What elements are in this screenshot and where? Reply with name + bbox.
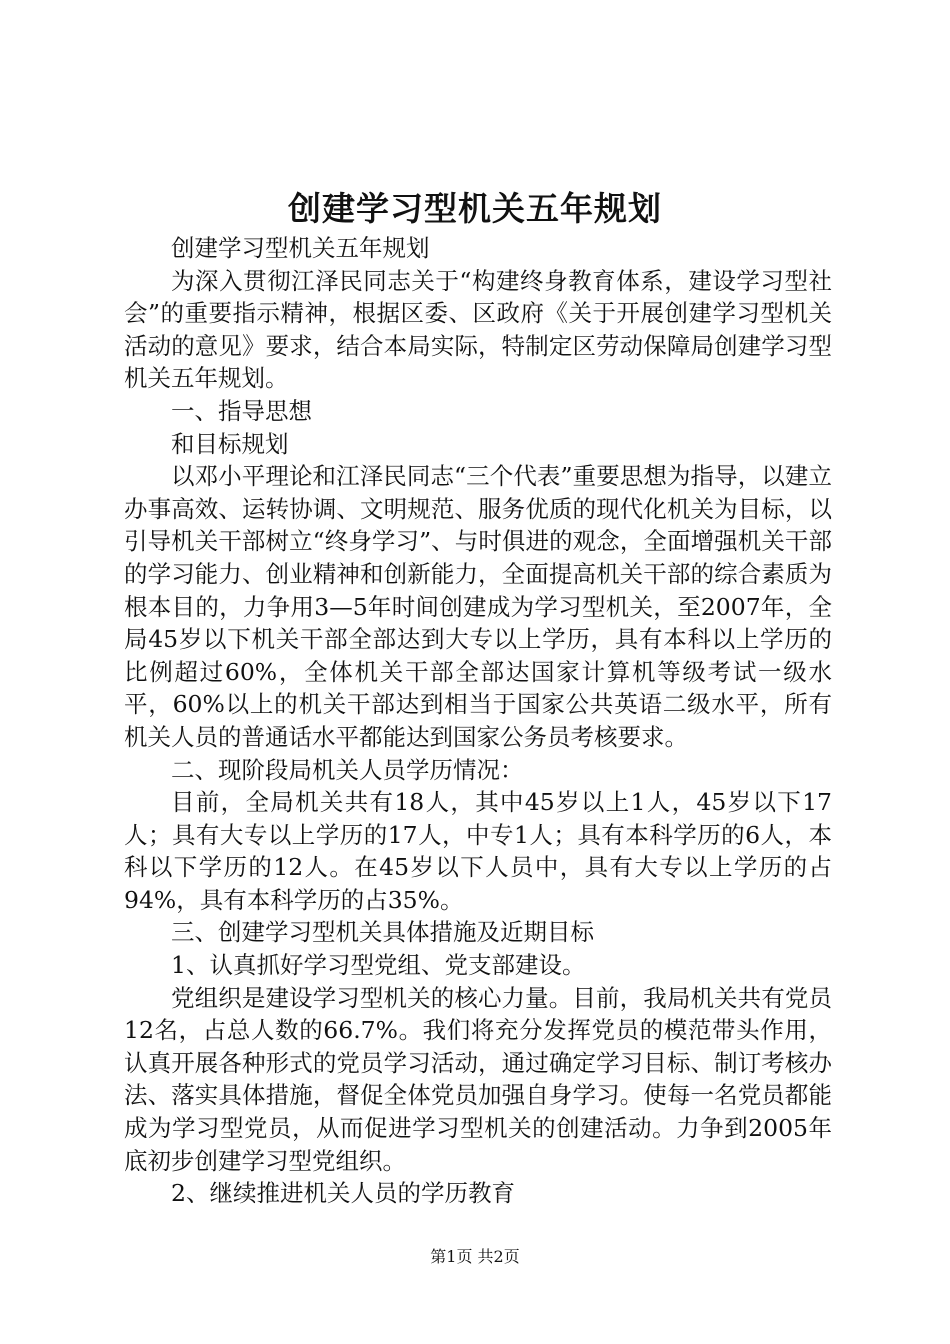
paragraph: 为深入贯彻江泽民同志关于“构建终身教育体系，建设学习型社会”的重要指示精神，根据区委、区政府《关于开展创建学习型机关活动的意见》要求，结合本局实际，特制定区劳动保障局创建学习型机关五年规划。: [124, 266, 832, 393]
section-heading: 三、创建学习型机关具体措施及近期目标: [171, 918, 594, 947]
section-heading: 二、现阶段局机关人员学历情况：: [171, 755, 524, 784]
paragraph: 党组织是建设学习型机关的核心力量。目前，我局机关共有党员12名，占总人数的66.7%。我们将充分发挥党员的模范带头作用，认真开展各种形式的党员学习活动，通过确定学习目标、制订考核办法、落实具体措施，督促全体党员加强自身学习。使每一名党员都能成为学习型党员，从而促进学习型机关的创建活动。力争到2005年底初步创建学习型党组织。: [124, 983, 832, 1175]
paragraph: 创建学习型机关五年规划: [171, 234, 430, 262]
section-heading: 一、指导思想: [171, 396, 312, 425]
document-title: 创建学习型机关五年规划: [288, 189, 662, 228]
subsection-heading: 1、认真抓好学习型党组、党支部建设。: [171, 951, 586, 980]
subsection-heading: 2、继续推进机关人员的学历教育: [171, 1179, 515, 1208]
paragraph: 目前，全局机关共有18人，其中45岁以上1人，45岁以下17人；具有大专以上学历的17人，中专1人；具有本科学历的6人，本科以下学历的12人。在45岁以下人员中，具有大专以上学历的占94%，具有本科学历的占35%。: [124, 788, 832, 914]
page-number: 第1页 共2页: [430, 1247, 520, 1266]
section-heading: 和目标规划: [171, 429, 289, 458]
paragraph: 以邓小平理论和江泽民同志“三个代表”重要思想为指导，以建立办事高效、运转协调、文明规范、服务优质的现代化机关为目标，以引导机关干部树立“终身学习”、与时俱进的观念，全面增强机关干部的学习能力、创业精神和创新能力，全面提高机关干部的综合素质为根本目的，力争用3—5年时间创建成为学习型机关，至2007年，全局45岁以下机关干部全部达到大专以上学历，具有本科以上学历的比例超过60%，全体机关干部全部达国家计算机等级考试一级水平，60%以上的机关干部达到相当于国家公共英语二级水平，所有机关人员的普通话水平都能达到国家公务员考核要求。: [124, 462, 832, 751]
document-body: [124, 232, 832, 1210]
